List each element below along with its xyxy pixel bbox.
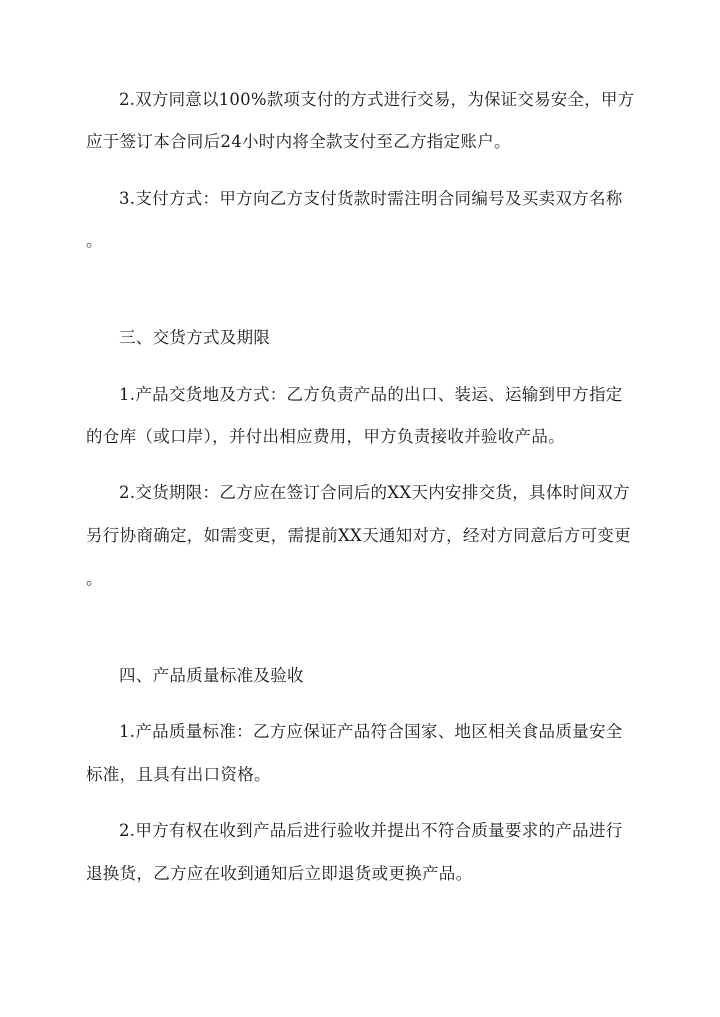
section-4-heading: 四、产品质量标准及验收 xyxy=(119,666,304,685)
section-3-heading: 三、交货方式及期限 xyxy=(119,328,271,347)
payment-clause-3-line-2: 。 xyxy=(86,231,103,250)
quality-clause-2-line-2: 退换货，乙方应在收到通知后立即退货或更换产品。 xyxy=(86,864,473,883)
quality-clause-1-line-1: 1.产品质量标准：乙方应保证产品符合国家、地区相关食品质量安全 xyxy=(119,722,623,741)
quality-clause-1-line-2: 标准，且具有出口资格。 xyxy=(86,765,271,784)
delivery-clause-1-line-1: 1.产品交货地及方式：乙方负责产品的出口、装运、运输到甲方指定 xyxy=(119,385,623,404)
payment-clause-3-line-1: 3.支付方式：甲方向乙方支付货款时需注明合同编号及买卖双方名称 xyxy=(119,189,623,208)
delivery-clause-2-line-3: 。 xyxy=(86,569,103,588)
payment-clause-2-line-2: 应于签订本合同后24小时内将全款支付至乙方指定账户。 xyxy=(86,132,511,151)
delivery-clause-1-line-2: 的仓库（或口岸），并付出相应费用，甲方负责接收并验收产品。 xyxy=(86,427,565,446)
payment-clause-2-line-1: 2.双方同意以100%款项支付的方式进行交易，为保证交易安全，甲方 xyxy=(119,90,635,109)
quality-clause-2-line-1: 2.甲方有权在收到产品后进行验收并提出不符合质量要求的产品进行 xyxy=(119,821,623,840)
delivery-clause-2-line-2: 另行协商确定，如需变更，需提前XX天通知对方，经对方同意后方可变更 xyxy=(86,526,631,545)
delivery-clause-2-line-1: 2.交货期限：乙方应在签订合同后的XX天内安排交货，具体时间双方 xyxy=(119,483,630,502)
